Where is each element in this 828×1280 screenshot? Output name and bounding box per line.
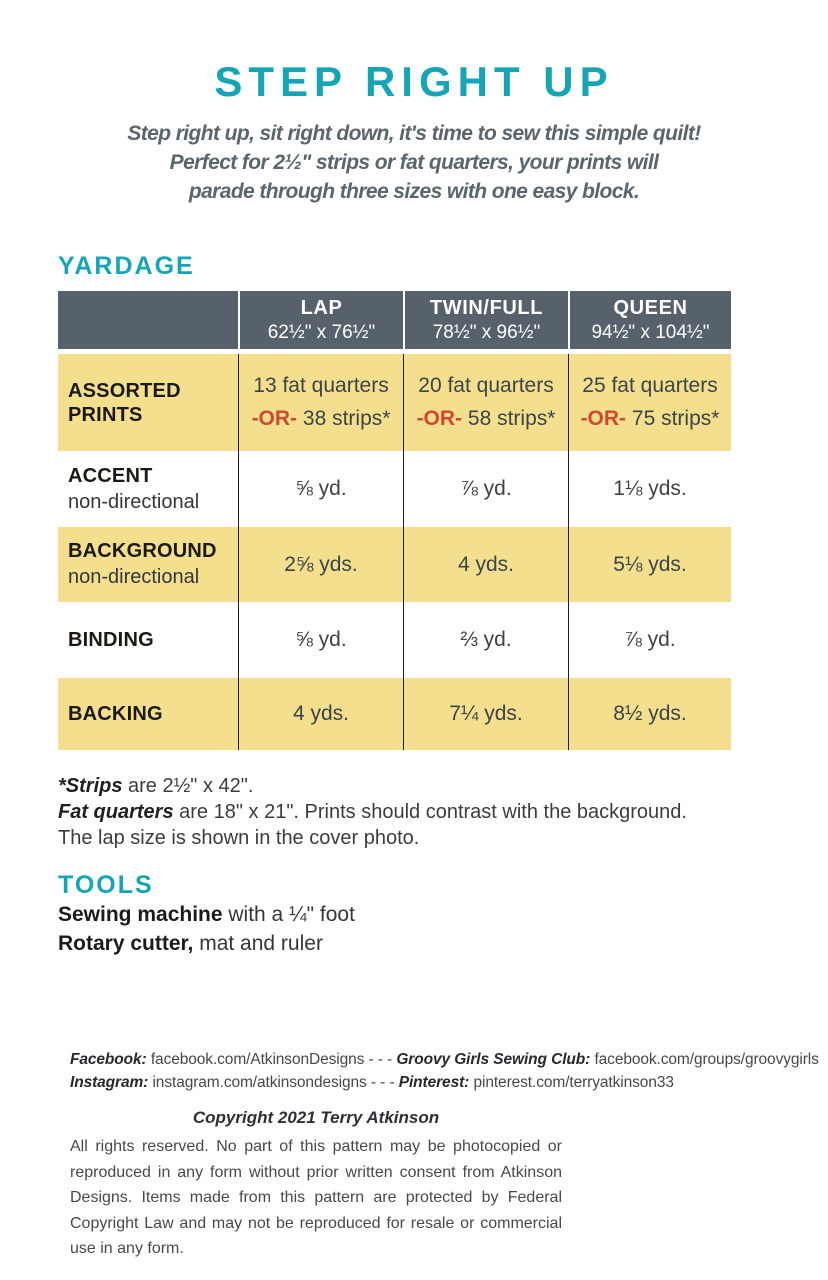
table-cell-assorted-lap [238,354,403,451]
note-fat-quarters-term: Fat quarters [58,801,174,823]
table-cell-accent-queen: 1⅛ yds. [568,451,731,527]
table-cell-background-twin-full: 4 yds. [403,527,568,602]
copyright-heading: Copyright 2021 Terry Atkinson [192,1108,440,1127]
table-cell-binding-lap: ⅝ yd. [238,602,403,678]
table-cell-assorted-queen [568,354,731,451]
row-label: BACKGROUND [68,540,217,562]
page-title: STEP RIGHT UP [214,58,614,105]
pinterest-label: Pinterest: [398,1074,470,1091]
pinterest-url: pinterest.com/terryatkinson33 [473,1074,674,1091]
column-name: QUEEN [613,297,688,319]
yardage-table [58,291,731,750]
tool-name: Sewing machine [58,903,223,926]
table-row-assorted-prints [58,354,731,451]
yardage-table-body [58,354,731,750]
fat-quarters-value: 25 fat quarters [582,374,718,397]
social-line-2 [70,1071,828,1094]
note-lap-size: The lap size is shown in the cover photo. [58,827,420,849]
yardage-heading: YARDAGE [58,252,195,280]
strips-value: -OR- 75 strips* [580,407,720,430]
separator: - - - [368,1051,393,1068]
table-row-background [58,527,731,602]
social-links [70,1048,828,1094]
or-text: -OR- [580,407,627,430]
note-strips-term: *Strips [58,775,123,797]
table-row-accent [58,451,731,527]
table-cell-backing-twin-full: 7¼ yds. [403,678,568,750]
row-label: ASSORTED PRINTS [68,379,181,426]
subtitle-line: parade through three sizes with one easy block. [188,180,640,203]
fat-quarters-value: 20 fat quarters [418,374,554,397]
table-row-binding [58,602,731,678]
note-fat-quarters: Fat quarters are 18" x 21". Prints should contrast with the background. [58,801,687,823]
column-dimensions: 78½" x 96½" [432,322,541,343]
groovy-girls-label: Groovy Girls Sewing Club: [396,1051,591,1068]
table-cell-backing-lap: 4 yds. [238,678,403,750]
groovy-girls-url: facebook.com/groups/groovygirls [594,1051,819,1068]
or-text: -OR- [251,407,298,430]
header-cell-queen [568,291,731,349]
copyright-body: All rights reserved. No part of this pattern may be photocopied or reproduced in any form without prior written consent from Atkinson Designs. Items made from this pattern are protected by Federal Copyright Law and may not be reproduced for resale or commercial use in any form. [70,1138,562,1257]
subtitle-line: Step right up, sit right down, it's time to sew this simple quilt! [127,122,701,145]
row-label: BINDING [68,629,154,651]
yardage-table-header-row [58,291,731,349]
table-cell-binding-queen: ⅞ yd. [568,602,731,678]
facebook-url: facebook.com/AtkinsonDesigns [150,1051,365,1068]
column-name: TWIN/FULL [429,297,544,319]
or-text: -OR- [416,407,463,430]
separator: - - - [370,1074,395,1091]
tool-item-sewing-machine: Sewing machine with a ¼" foot [58,903,355,926]
strips-value: -OR- 58 strips* [416,407,556,430]
row-label: ACCENT [68,464,153,487]
column-dimensions: 62½" x 76½" [267,322,376,343]
table-cell-accent-lap: ⅝ yd. [238,451,403,527]
row-label-cell [58,678,238,750]
row-label-cell [58,354,238,451]
table-cell-backing-queen: 8½ yds. [568,678,731,750]
row-label: BACKING [68,703,163,725]
tools-heading: TOOLS [58,871,154,899]
row-label-cell [58,451,238,527]
subtitle-line: Perfect for 2½" strips or fat quarters, your prints will [169,151,659,174]
table-cell-binding-twin-full: ⅔ yd. [403,602,568,678]
notes [58,773,828,851]
header-cell-twin-full [403,291,568,349]
note-strips: *Strips are 2½" x 42". [58,775,254,797]
table-cell-background-queen: 5⅛ yds. [568,527,731,602]
table-cell-assorted-twin-full [403,354,568,451]
page-subtitle [0,119,828,206]
row-label-cell [58,602,238,678]
tool-name: Rotary cutter, [58,932,194,955]
row-sublabel: non-directional [68,566,200,588]
instagram-url: instagram.com/atkinsondesigns [152,1074,367,1091]
table-row-backing [58,678,731,750]
facebook-label: Facebook: [70,1051,147,1068]
header-cell-lap [238,291,403,349]
table-cell-accent-twin-full: ⅞ yd. [403,451,568,527]
row-sublabel: non-directional [68,490,200,513]
header-cell-empty [58,291,238,349]
column-name: LAP [300,297,343,319]
tool-item-rotary-cutter: Rotary cutter, mat and ruler [58,932,323,955]
strips-value: -OR- 38 strips* [251,407,391,430]
instagram-label: Instagram: [70,1074,149,1091]
social-line-1 [70,1048,828,1071]
column-dimensions: 94½" x 104½" [591,322,710,343]
fat-quarters-value: 13 fat quarters [253,374,389,397]
row-label-cell [58,527,238,602]
table-cell-background-lap: 2⅝ yds. [238,527,403,602]
